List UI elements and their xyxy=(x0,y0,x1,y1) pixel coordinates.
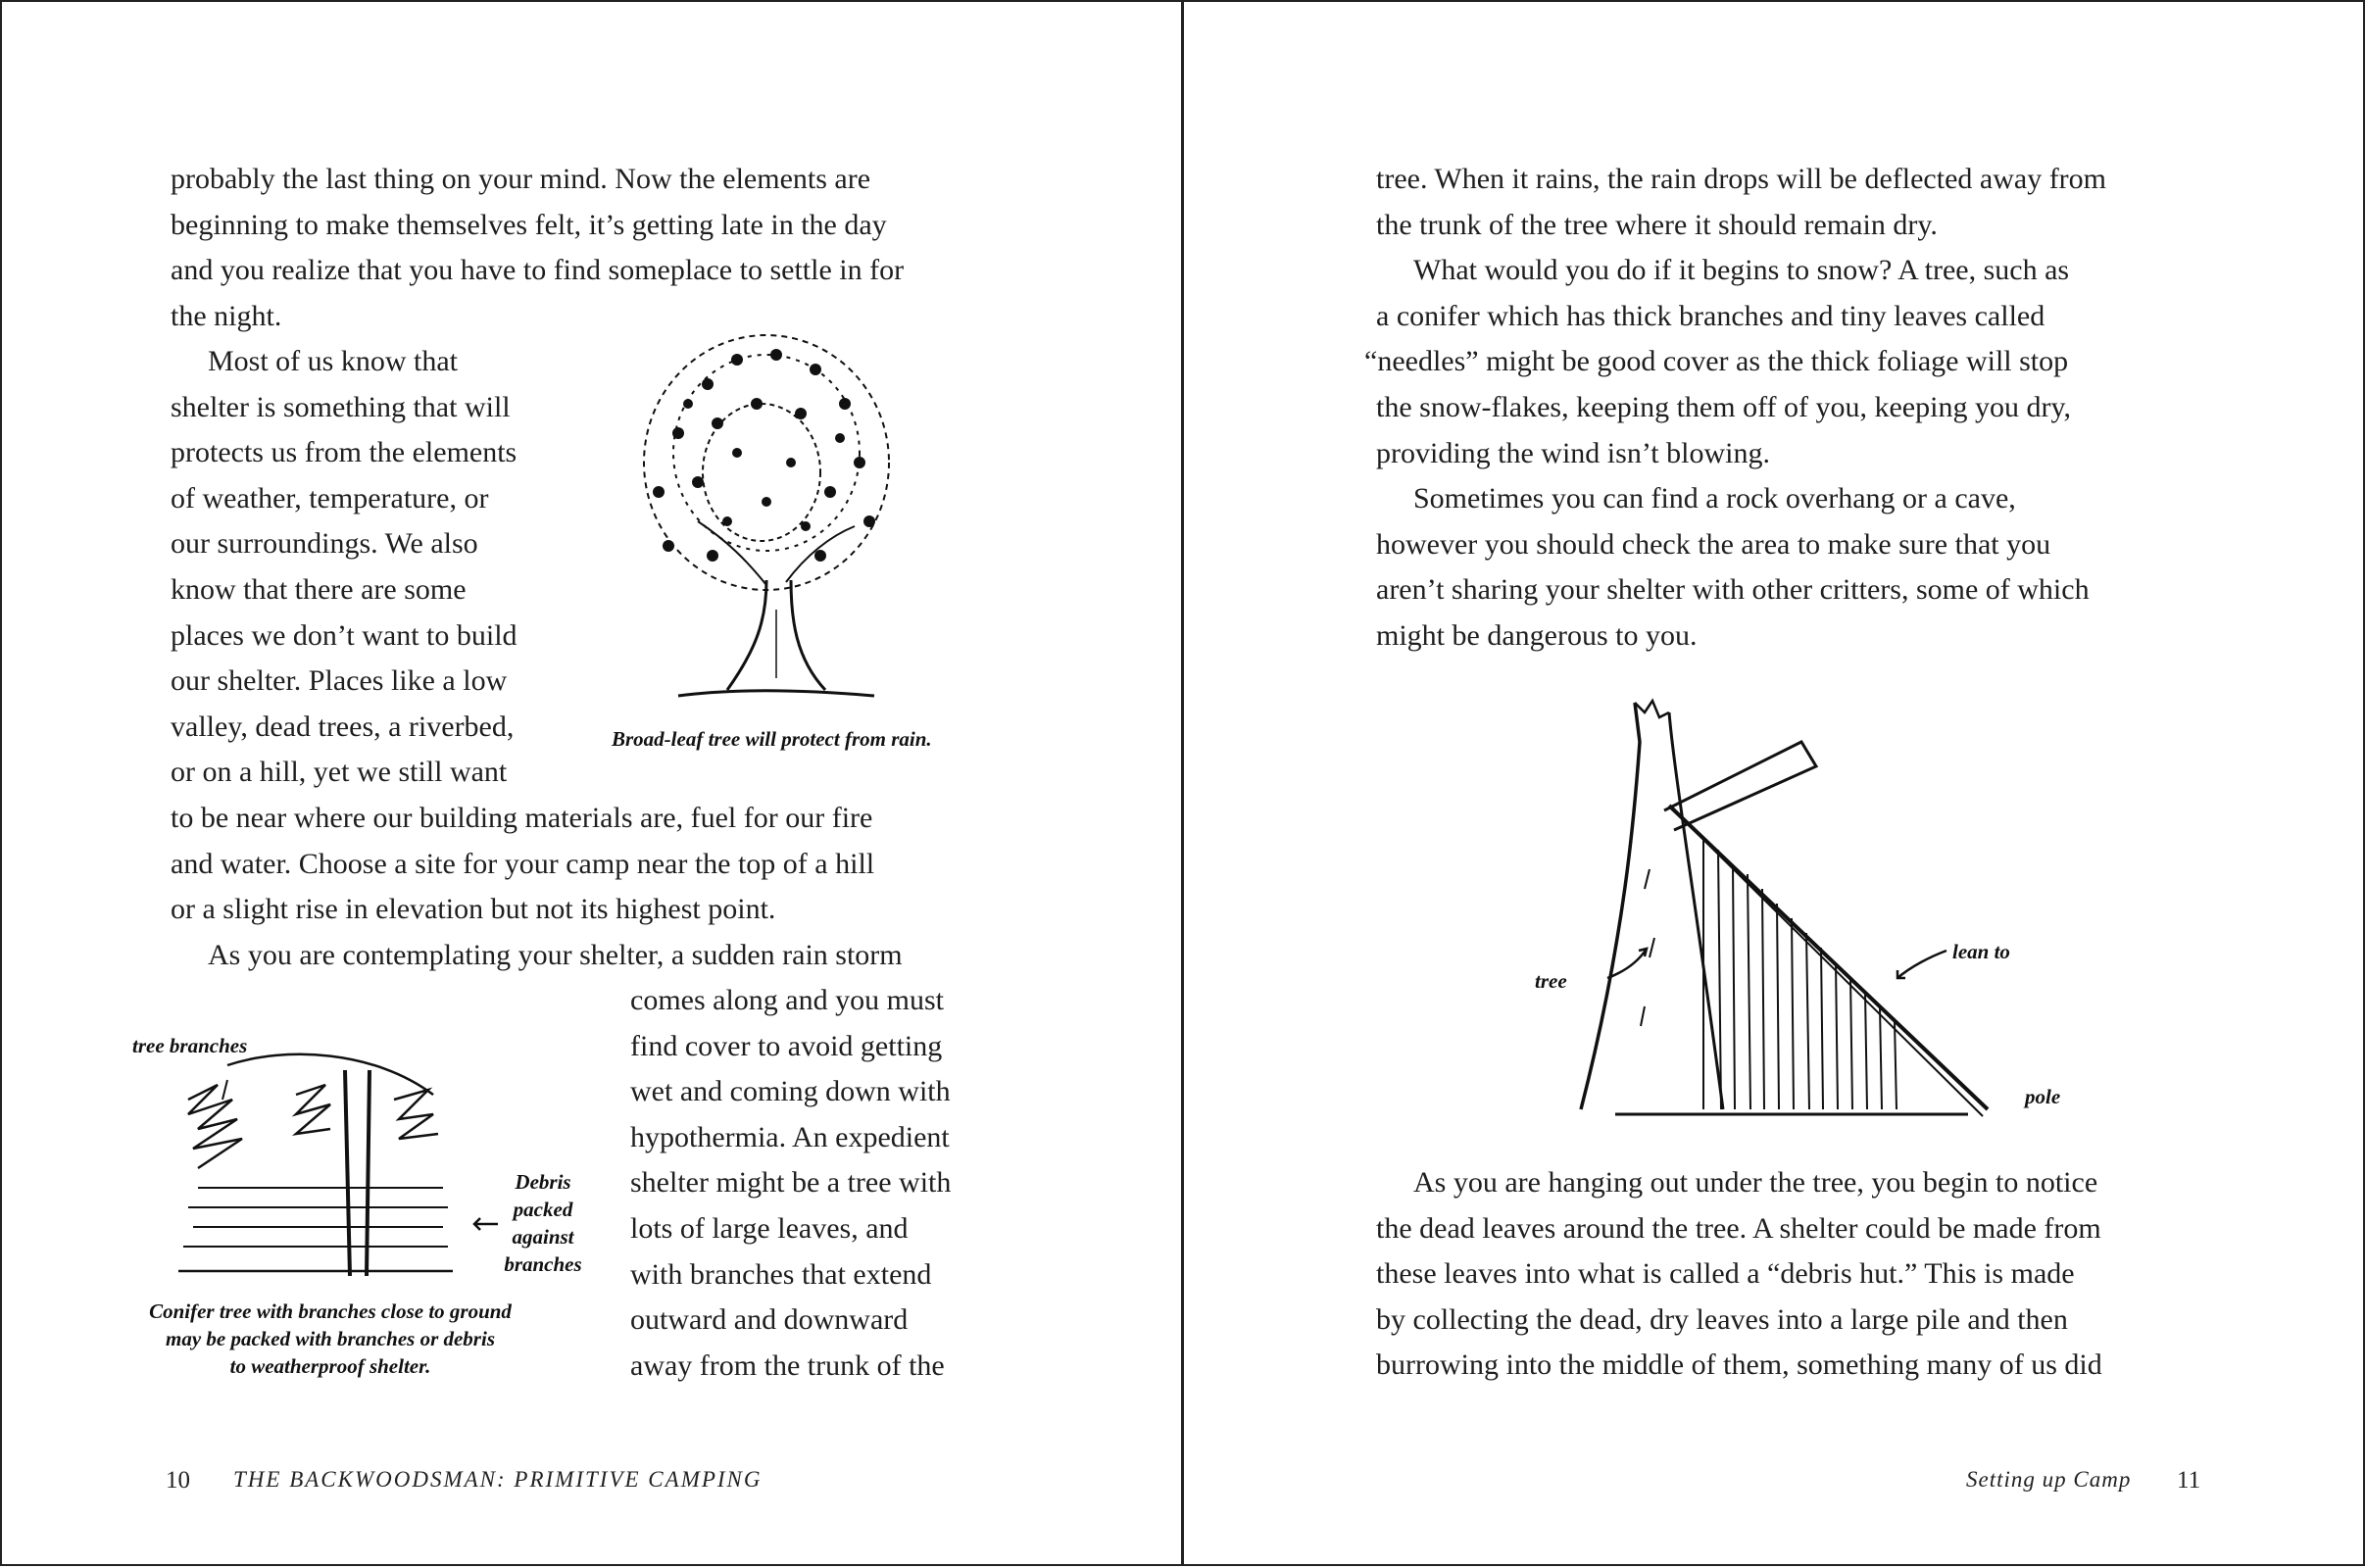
text-line: know that there are some xyxy=(171,572,467,606)
text-line: Most of us know that xyxy=(208,345,458,377)
lean-to-label: lean to xyxy=(1952,940,2010,963)
text-line: the dead leaves around the tree. A shelter could be made from xyxy=(1376,1211,2101,1245)
text-line: our shelter. Places like a low xyxy=(171,664,508,698)
text-line: of weather, temperature, or xyxy=(171,481,489,514)
pole-label: pole xyxy=(2025,1085,2061,1108)
text-line: burrowing into the middle of them, something many of us did xyxy=(1376,1348,2102,1382)
right-page xyxy=(1182,0,2365,1566)
tree-label: tree xyxy=(1535,969,1567,993)
caption-line: may be packed with branches or debris xyxy=(166,1327,495,1350)
label-line: packed xyxy=(513,1198,573,1221)
foliage-marks xyxy=(653,349,875,562)
right-running-head: Setting up Camp xyxy=(1966,1467,2132,1492)
text-line: aren’t sharing your shelter with other critters, some of which xyxy=(1376,573,2090,607)
left-paragraph-1 xyxy=(171,157,1013,339)
text-line: As you are hanging out under the tree, you begin to notice xyxy=(1413,1166,2098,1199)
caption-line: to weatherproof shelter. xyxy=(229,1354,431,1378)
text-line: Sometimes you can find a rock overhang or a cave, xyxy=(1413,482,2016,515)
text-line: to be near where our building materials are, fuel for our fire xyxy=(171,802,873,834)
text-line: beginning to make themselves felt, it’s getting late in the day xyxy=(171,208,887,241)
left-paragraph-2-wrap xyxy=(171,339,582,796)
text-line: the trunk of the tree where it should remain dry. xyxy=(1376,208,1938,241)
right-paragraph-4 xyxy=(1376,1160,2239,1389)
text-line: might be dangerous to you. xyxy=(1376,618,1698,652)
lean-to-label-arrow xyxy=(1892,945,1950,984)
text-line: outward and downward xyxy=(630,1303,909,1337)
text-line: the night. xyxy=(171,299,282,332)
conifer-shelter-illustration xyxy=(149,1041,472,1305)
conifer-figure-caption xyxy=(129,1298,531,1380)
text-line: or on a hill, yet we still want xyxy=(171,756,508,789)
left-page-number: 10 xyxy=(166,1467,190,1494)
label-line: Debris xyxy=(515,1170,571,1194)
text-line: “needles” might be good cover as the thick foliage will stop xyxy=(1364,345,2069,378)
label-line: branches xyxy=(504,1252,582,1276)
debris-label xyxy=(484,1168,602,1278)
broadleaf-tree-illustration xyxy=(619,325,904,717)
text-line: and water. Choose a site for your camp near the top of a hill xyxy=(171,847,875,880)
caption-line: Conifer tree with branches close to ground xyxy=(149,1299,512,1323)
text-line: the snow-flakes, keeping them off of you, keeping you dry, xyxy=(1376,390,2071,423)
left-paragraph-3-wrap xyxy=(630,978,1022,1389)
text-line: providing the wind isn’t blowing. xyxy=(1376,436,1770,469)
text-line: however you should check the area to make sure that you xyxy=(1376,527,2051,561)
tree-label-arrow xyxy=(1603,943,1652,982)
text-line: our surroundings. We also xyxy=(171,527,478,561)
text-line: hypothermia. An expedient xyxy=(630,1120,950,1153)
tree-figure-caption: Broad-leaf tree will protect from rain. xyxy=(612,727,932,751)
debris-arrow xyxy=(470,1209,500,1239)
left-running-head: THE BACKWOODSMAN: PRIMITIVE CAMPING xyxy=(233,1467,763,1492)
label-line: against xyxy=(512,1225,574,1249)
text-line: valley, dead trees, a riverbed, xyxy=(171,710,515,743)
left-paragraph-2-full xyxy=(171,796,1013,978)
tree-branches-label: tree branches xyxy=(132,1034,248,1057)
right-paragraph-1 xyxy=(1364,157,2239,660)
text-line: a conifer which has thick branches and tiny leaves called xyxy=(1376,299,2045,332)
text-line: shelter might be a tree with xyxy=(630,1166,952,1200)
text-line: places we don’t want to build xyxy=(171,618,517,652)
text-line: lots of large leaves, and xyxy=(630,1211,909,1245)
text-line: away from the trunk of the xyxy=(630,1348,945,1382)
text-line: by collecting the dead, dry leaves into a large pile and then xyxy=(1376,1302,2068,1336)
text-line: As you are contemplating your shelter, a sudden rain storm xyxy=(208,938,903,971)
text-line: find cover to avoid getting xyxy=(630,1029,943,1062)
left-page xyxy=(0,0,1183,1566)
text-line: protects us from the elements xyxy=(171,436,517,469)
text-line: comes along and you must xyxy=(630,984,944,1016)
text-line: with branches that extend xyxy=(630,1257,932,1291)
text-line: or a slight rise in elevation but not its highest point. xyxy=(171,893,776,926)
right-page-number: 11 xyxy=(2177,1467,2201,1494)
lean-to-illustration xyxy=(1498,693,1909,1124)
text-line: What would you do if it begins to snow? A tree, such as xyxy=(1413,254,2070,287)
text-line: probably the last thing on your mind. Now the elements are xyxy=(171,163,871,195)
text-line: and you realize that you have to find someplace to settle in for xyxy=(171,254,905,287)
text-line: wet and coming down with xyxy=(630,1075,951,1108)
text-line: shelter is something that will xyxy=(171,390,511,423)
text-line: tree. When it rains, the rain drops will be deflected away from xyxy=(1376,163,2107,195)
text-line: these leaves into what is called a “debris hut.” This is made xyxy=(1376,1257,2075,1291)
